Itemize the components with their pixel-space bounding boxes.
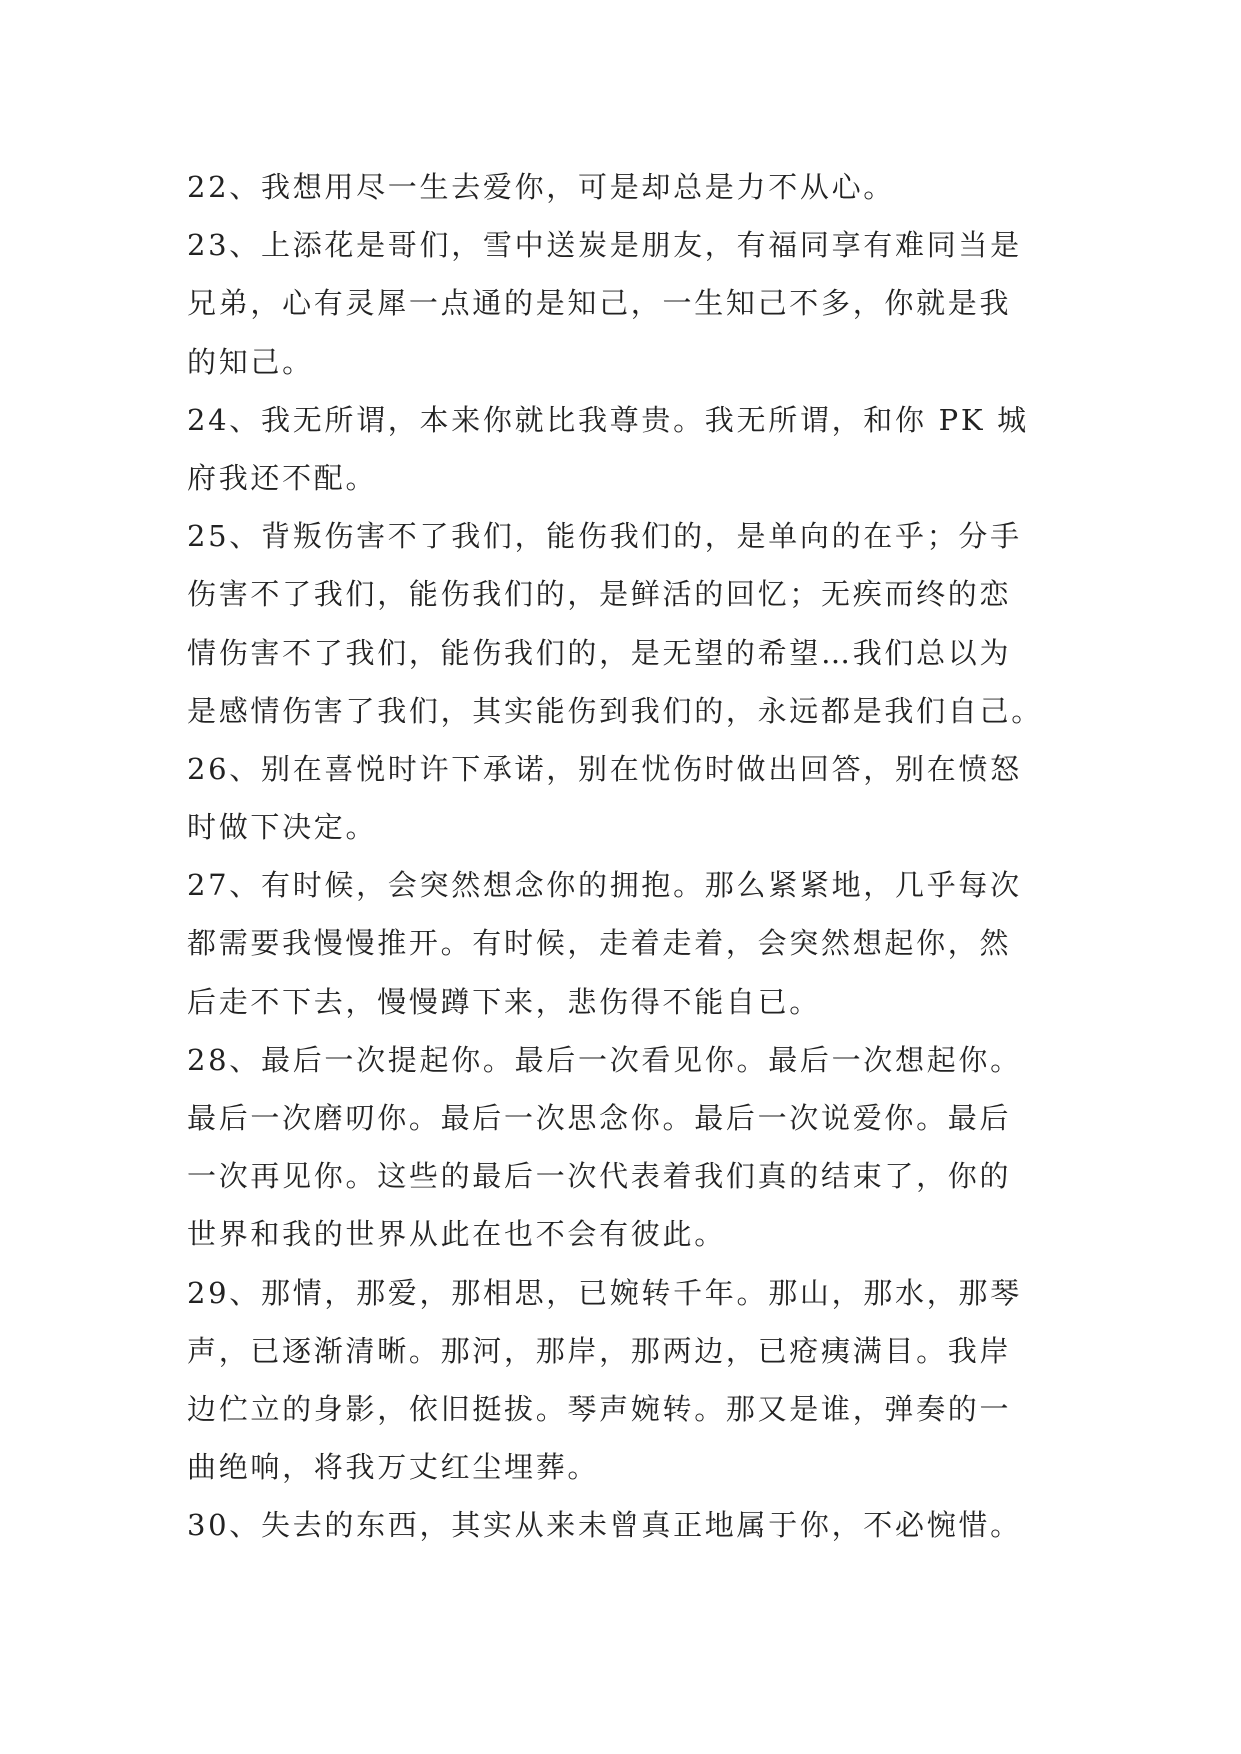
text-line: 24、我无所谓，本来你就比我尊贵。我无所谓，和你 PK 城 [187,402,1029,437]
text-line: 22、我想用尽一生去爱你，可是却总是力不从心。 [187,170,896,204]
text-line: 世界和我的世界从此在也不会有彼此。 [187,1217,726,1252]
document-body [187,158,1087,1555]
text-line: 28、最后一次提起你。最后一次看见你。最后一次想起你。 [187,1042,1022,1077]
text-line: 29、那情，那爱，那相思，已婉转千年。那山，那水，那琴 [187,1275,1022,1310]
text-line: 情伤害不了我们，能伤我们的，是无望的希望…我们总以为 [187,635,1012,670]
text-line: 25、背叛伤害不了我们，能伤我们的，是单向的在乎；分手 [187,519,1022,554]
text-line: 都需要我慢慢推开。有时候，走着走着，会突然想起你，然 [187,926,1012,961]
text-line: 最后一次磨叨你。最后一次思念你。最后一次说爱你。最后 [187,1101,1012,1135]
text-line: 一次再见你。这些的最后一次代表着我们真的结束了，你的 [187,1159,1012,1194]
text-line: 边伫立的身影，依旧挺拔。琴声婉转。那又是谁，弹奏的一 [187,1391,1012,1426]
text-line: 30、失去的东西，其实从来未曾真正地属于你，不必惋惜。 [187,1508,1022,1543]
text-line: 兄弟，心有灵犀一点通的是知己，一生知己不多，你就是我 [187,286,1012,321]
text-line: 后走不下去，慢慢蹲下来，悲伤得不能自已。 [187,984,822,1019]
text-line: 是感情伤害了我们，其实能伤到我们的，永远都是我们自己。 [187,693,1043,728]
text-line: 曲绝响，将我万丈红尘埋葬。 [187,1450,600,1485]
text-line: 伤害不了我们，能伤我们的，是鲜活的回忆；无疾而终的恋 [187,577,1012,612]
text-line: 时做下决定。 [187,810,378,845]
text-line: 府我还不配。 [187,460,378,495]
text-line: 声，已逐渐清晰。那河，那岸，那两边，已疮痍满目。我岸 [187,1333,1012,1368]
text-line: 23、上添花是哥们，雪中送炭是朋友，有福同享有难同当是 [187,228,1022,263]
text-line: 27、有时候，会突然想念你的拥抱。那么紧紧地，几乎每次 [187,868,1022,903]
text-line: 的知己。 [187,344,314,379]
text-line: 26、别在喜悦时许下承诺，别在忧伤时做出回答，别在愤怒 [187,751,1022,786]
